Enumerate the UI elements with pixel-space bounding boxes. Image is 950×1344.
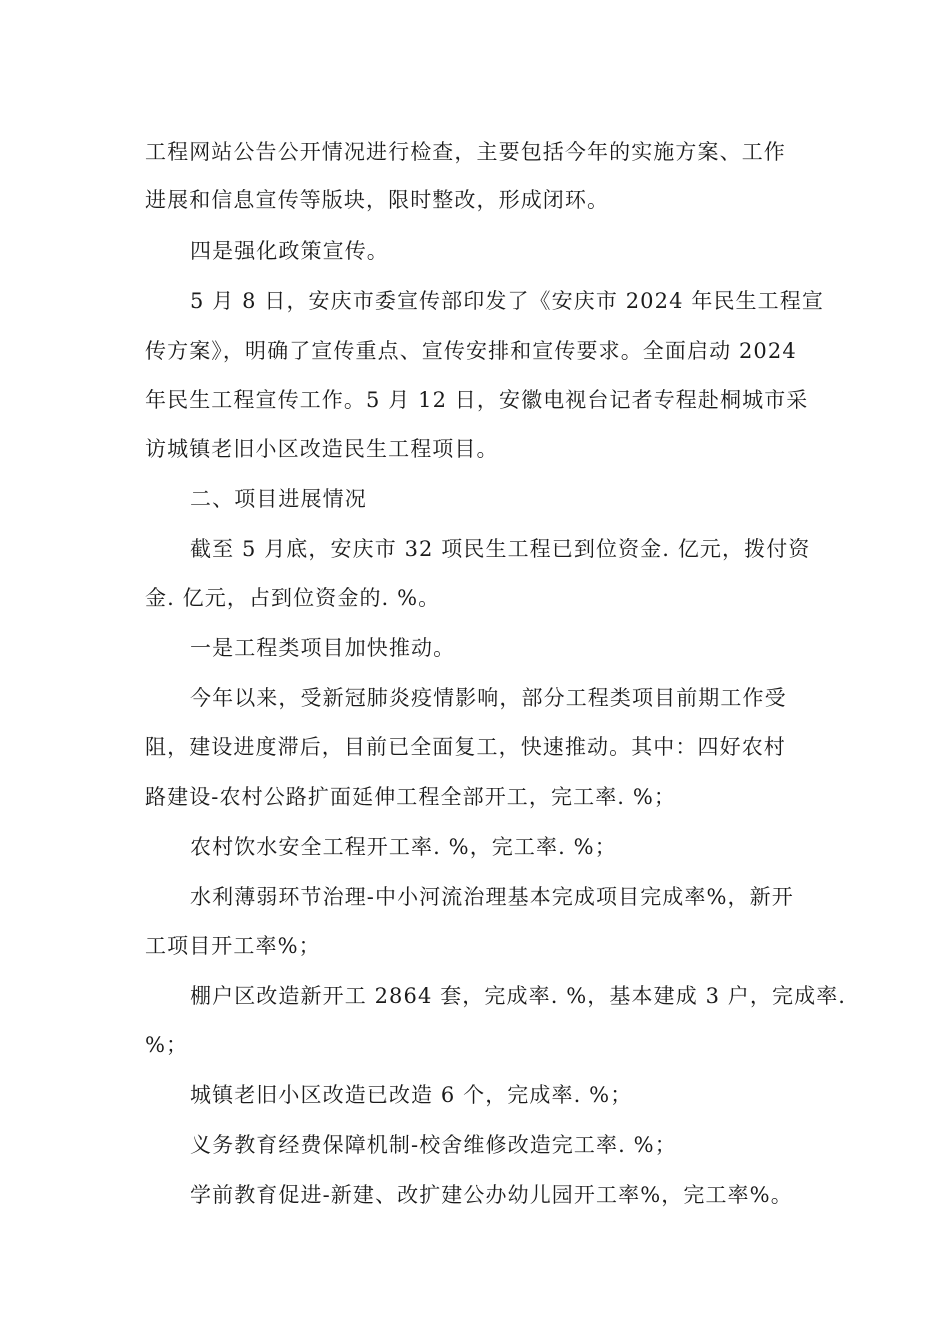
text-line: 学前教育促进-新建、改扩建公办幼儿园开工率%，完工率%。 [190, 1183, 793, 1207]
section-heading: 二、项目进展情况 [190, 487, 367, 511]
text-line: 一是工程类项目加快推动。 [190, 636, 456, 660]
text-line: 截至 5 月底，安庆市 32 项民生工程已到位资金. 亿元，拨付资 [190, 537, 811, 561]
text-line: 年民生工程宣传工作。5 月 12 日，安徽电视台记者专程赴桐城市采 [145, 388, 809, 412]
text-line: 城镇老旧小区改造已改造 6 个，完成率. %； [190, 1083, 633, 1107]
text-line: 水利薄弱环节治理-中小河流治理基本完成项目完成率%，新开 [190, 885, 794, 909]
text-line: 今年以来，受新冠肺炎疫情影响，部分工程类项目前期工作受 [190, 686, 787, 710]
text-line: 义务教育经费保障机制-校舍维修改造完工率. %； [190, 1133, 677, 1157]
text-line: 阻，建设进度滞后，目前已全面复工，快速推动。其中：四好农村 [145, 735, 786, 759]
text-line: 农村饮水安全工程开工率. %，完工率. %； [190, 835, 617, 859]
text-line: %； [145, 1033, 189, 1057]
text-line: 传方案》，明确了宣传重点、宣传安排和宣传要求。全面启动 2024 [145, 339, 797, 363]
text-line: 金. 亿元，占到位资金的. %。 [145, 586, 441, 610]
text-line: 工程网站公告公开情况进行检查，主要包括今年的实施方案、工作 [145, 140, 786, 164]
text-line: 访城镇老旧小区改造民生工程项目。 [145, 437, 499, 461]
text-line: 进展和信息宣传等版块，限时整改，形成闭环。 [145, 188, 610, 212]
text-line: 5 月 8 日，安庆市委宣传部印发了《安庆市 2024 年民生工程宣 [190, 289, 824, 313]
text-line: 路建设-农村公路扩面延伸工程全部开工，完工率. %； [145, 785, 676, 809]
text-line: 四是强化政策宣传。 [190, 239, 389, 263]
text-line: 棚户区改造新开工 2864 套，完成率. %，基本建成 3 户，完成率. [190, 984, 847, 1008]
text-line: 工项目开工率%； [145, 934, 321, 958]
